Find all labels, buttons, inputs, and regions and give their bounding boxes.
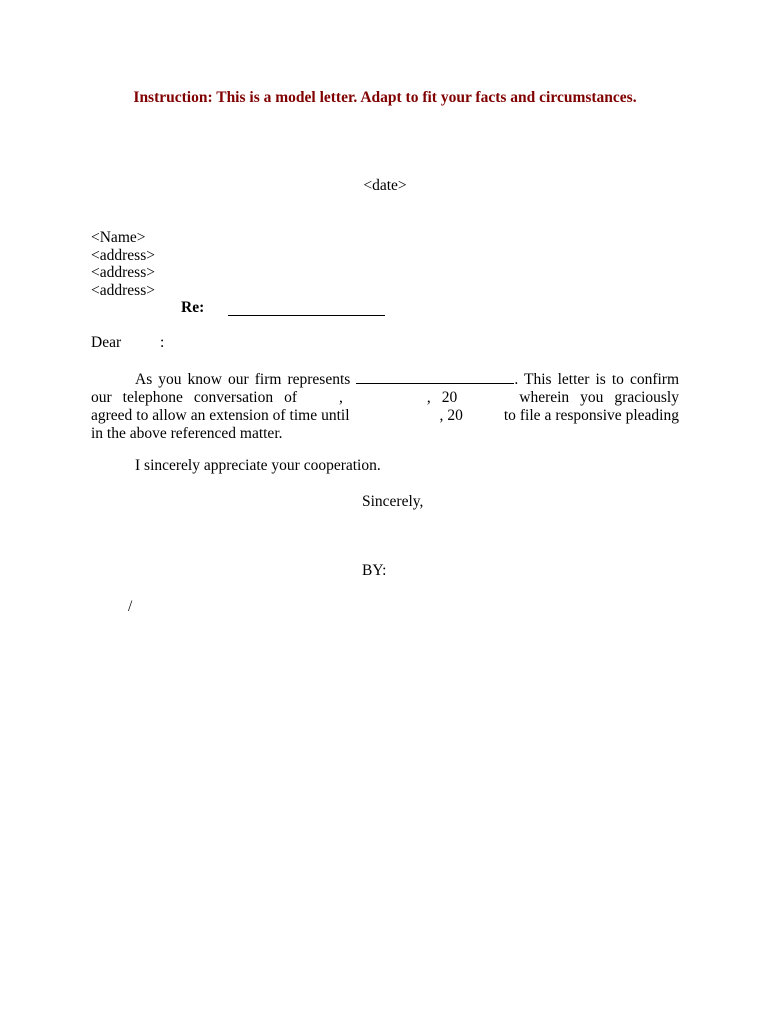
client-blank-line [356,369,514,384]
closing-sincerely: Sincerely, [362,493,424,510]
signature-by-label: BY: [362,562,387,579]
letter-date: <date> [363,177,407,194]
recipient-address-line-3: <address> [91,282,155,299]
p1-text-b: . This letter is to confirm our telephone conversation of [91,371,680,406]
initials-slash: / [128,598,133,615]
p1-text-c: wherein you graciously agreed to allow an extension of time until [91,389,679,424]
re-label: Re: [181,299,205,316]
body-paragraph-1 [91,369,679,443]
p1-year-1: , 20 [426,389,458,406]
salutation-colon: : [160,334,165,351]
re-blank-line [228,315,385,316]
p1-comma: , [339,389,343,406]
p1-text-d: to file a responsive pleading in the above referenced matter. [91,407,679,442]
p1-year-2: , 20 [439,407,463,424]
salutation-dear: Dear [91,334,122,351]
recipient-address-line-1: <address> [91,247,155,264]
instruction-note: Instruction: This is a model letter. Adapt to fit your facts and circumstances. [133,89,637,106]
recipient-address-line-2: <address> [91,264,155,281]
body-paragraph-2: I sincerely appreciate your cooperation. [135,457,381,474]
p1-text-a: As you know our firm represents [135,371,351,388]
recipient-name: <Name> [91,229,146,246]
